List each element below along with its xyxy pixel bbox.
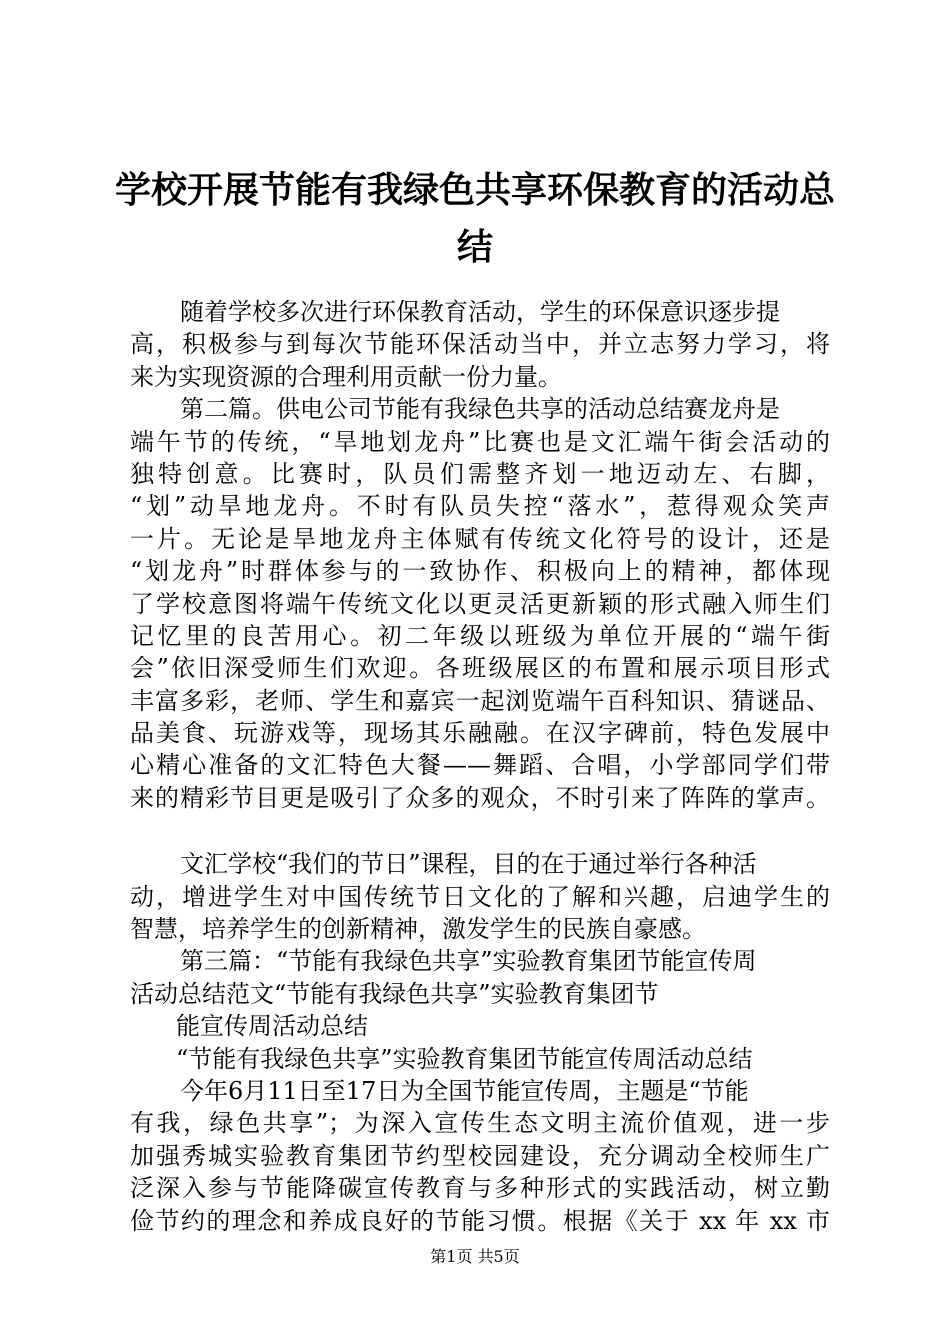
body-line: 高，积极参与到每次节能环保活动当中，并立志努力学习，将	[130, 330, 830, 359]
body-line: 俭节约的理念和养成良好的节能习惯。根据《关于 xx 年 xx 市	[130, 1206, 830, 1235]
body-line: 独特创意。比赛时，队员们需整齐划一地迈动左、右脚，	[130, 459, 830, 488]
body-line: 动，增进学生对中国传统节日文化的了解和兴趣，启迪学生的	[130, 882, 830, 911]
body-line: “节能有我绿色共享”实验教育集团节能宣传周活动总结	[176, 1044, 753, 1073]
body-line: 文汇学校“我们的节日”课程，目的在于通过举行各种活	[180, 850, 757, 879]
body-line: 品美食、玩游戏等，现场其乐融融。在汉字碑前，特色发展中	[130, 719, 830, 748]
document-title: 学校开展节能有我绿色共享环保教育的活动总	[114, 170, 835, 211]
body-line: 第二篇。供电公司节能有我绿色共享的活动总结赛龙舟是	[180, 395, 780, 424]
body-line: 有我，绿色共享”；为深入宣传生态文明主流价值观，进一步	[130, 1109, 830, 1138]
page-footer: 第1页 共5页	[430, 1247, 520, 1266]
body-line: 一片。无论是旱地龙舟主体赋有传统文化符号的设计，还是	[130, 524, 830, 553]
body-line: 记忆里的良苦用心。初二年级以班级为单位开展的“端午街	[130, 621, 830, 650]
body-line: 来的精彩节目更是吸引了众多的观众，不时引来了阵阵的掌声。	[130, 783, 830, 812]
body-line: 心精心准备的文汇特色大餐——舞蹈、合唱，小学部同学们带	[130, 751, 830, 780]
body-line: “划龙舟”时群体参与的一致协作、积极向上的精神，都体现	[130, 557, 830, 586]
body-line: 丰富多彩，老师、学生和嘉宾一起浏览端午百科知识、猜谜品、	[130, 686, 830, 715]
body-line: 随着学校多次进行环保教育活动，学生的环保意识逐步提	[180, 298, 780, 326]
body-line: 泛深入参与节能降碳宣传教育与多种形式的实践活动，树立勤	[130, 1174, 830, 1203]
body-line: 智慧，培养学生的创新精神，激发学生的民族自豪感。	[130, 915, 706, 944]
document-body	[130, 296, 830, 1237]
body-line: 能宣传周活动总结	[176, 1012, 368, 1041]
body-line: “划”动旱地龙舟。不时有队员失控“落水”，惹得观众笑声	[130, 492, 830, 521]
body-line: 第三篇：“节能有我绿色共享”实验教育集团节能宣传周	[180, 947, 757, 976]
body-line: 加强秀城实验教育集团节约型校园建设，充分调动全校师生广	[130, 1141, 830, 1170]
body-line: 活动总结范文“节能有我绿色共享”实验教育集团节	[130, 979, 659, 1008]
blank-line	[130, 814, 830, 848]
body-line: 今年6月11日至17日为全国节能宣传周，主题是“节能	[180, 1076, 749, 1105]
body-line: 了学校意图将端午传统文化以更灵活更新颖的形式融入师生们	[130, 589, 830, 618]
body-line: 来为实现资源的合理利用贡献一份力量。	[130, 362, 562, 391]
body-line: 会”依旧深受师生们欢迎。各班级展区的布置和展示项目形式	[130, 654, 830, 683]
document-title-continued: 结	[456, 227, 493, 268]
body-line: 端午节的传统，“旱地划龙舟”比赛也是文汇端午街会活动的	[130, 427, 830, 456]
